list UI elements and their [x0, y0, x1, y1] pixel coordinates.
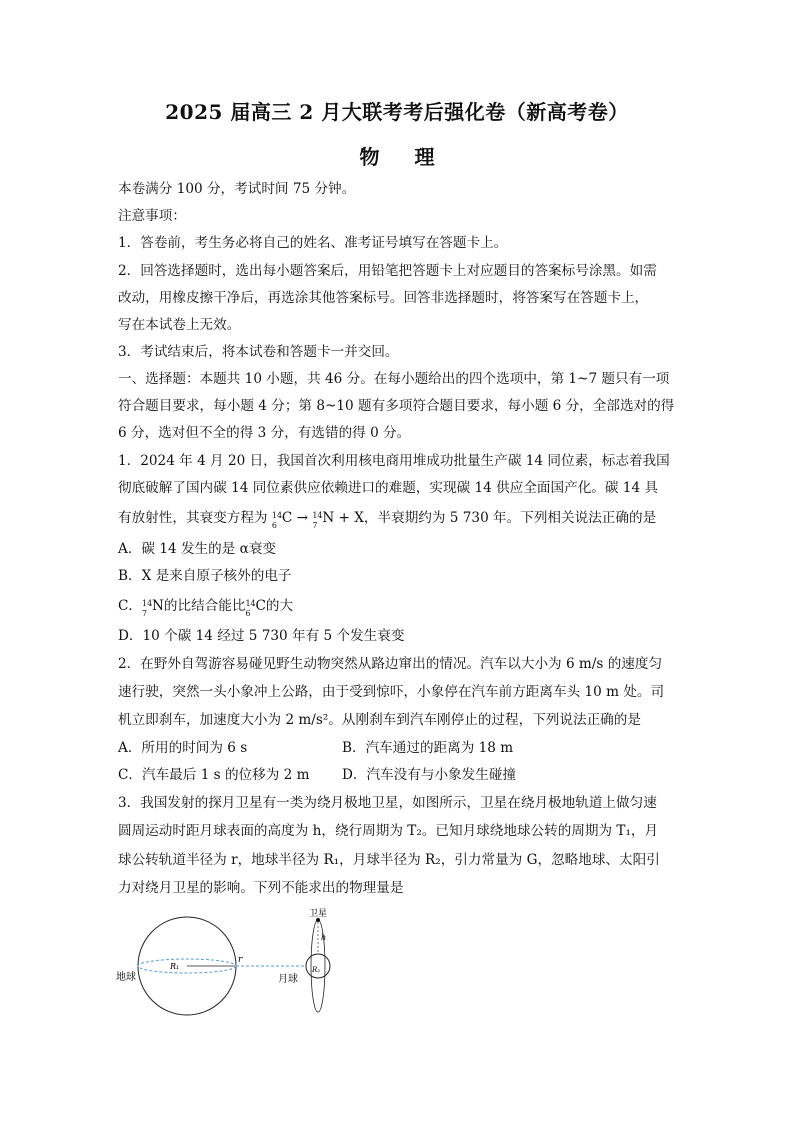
q1-stem-c: [118, 509, 678, 530]
q1-stem-c-post: ，半衰期约为 5 730 年。下列相关说法正确的是: [363, 510, 657, 526]
optc-nitrogen-nuclide: 14 7: [142, 599, 153, 618]
notes-heading: 注意事项：: [118, 208, 186, 224]
q3-stem-c: 球公转轨道半径为 r，地球半径为 R₁，月球半径为 R₂，引力常量为 G，忽略地球、太阳引: [118, 852, 660, 868]
q1-stem-c-pre: 有放射性，其衰变方程为: [118, 510, 268, 526]
notes-item-2b: 改动，用橡皮擦干净后，再选涂其他答案标号。回答非选择题时，将答案写在答题卡上，: [118, 290, 649, 306]
q3-stem-d: 力对绕月卫星的影响。下列不能求出的物理量是: [118, 880, 404, 896]
satellite-label: 卫星: [309, 909, 328, 919]
q1-option-d: D．10 个碳 14 经过 5 730 年有 5 个发生衰变: [118, 628, 405, 644]
section-1-intro-b: 符合题目要求，每小题 4 分；第 8~10 题有多项符合题目要求，每小题 6 分，全部选对的得: [118, 398, 675, 414]
subject-char-2: 理: [414, 145, 435, 169]
nitrogen-symbol: N + X: [322, 510, 364, 526]
q1-option-b: B．X 是来自原子核外的电子: [118, 568, 292, 584]
carbon-nuclide: 14 6: [271, 511, 283, 530]
q2-stem-c: 机立即刹车，加速度大小为 2 m/s²。从刚刹车到汽车刚停止的过程，下列说法正确的是: [118, 712, 641, 728]
subject-char-1: 物: [359, 145, 380, 169]
q2-option-d: D．汽车没有与小象发生碰撞: [342, 767, 517, 783]
section-1-intro-a: 一、选择题：本题共 10 小题，共 46 分。在每小题给出的四个选项中，第 1~7 题只有一项: [118, 371, 670, 387]
q3-stem-b: 圆周运动时距月球表面的高度为 h，绕行周期为 T₂。已知月球绕地球公转的周期为 T₁，月: [118, 823, 659, 839]
q1-option-a: A．碳 14 发生的是 α衰变: [118, 541, 277, 557]
r2-label: R₂: [312, 966, 321, 974]
q1-option-c: C． 14 7 N的比结合能比 14 6 C的大: [118, 598, 294, 618]
optc-carbon-nuclide: 14 6: [245, 599, 256, 618]
notes-score-time: 本卷满分 100 分，考试时间 75 分钟。: [118, 181, 356, 197]
q2-stem-a: 2．在野外自驾游容易碰见野生动物突然从路边窜出的情况。汽车以大小为 6 m/s 的速度匀: [118, 656, 663, 672]
notes-item-1: 1．答卷前，考生务必将自己的姓名、准考证号填写在答题卡上。: [118, 235, 508, 251]
notes-item-2a: 2．回答选择题时，选出每小题答案后，用铅笔把答题卡上对应题目的答案标号涂黑。如需: [118, 263, 657, 279]
notes-item-2c: 写在本试卷上无效。: [118, 317, 241, 333]
earth-moon-satellite-figure: [112, 908, 352, 1018]
r1-label: R₁: [170, 962, 180, 971]
page-title: 2025 届高三 2 月大联考考后强化卷（新高考卷）: [165, 100, 629, 124]
decay-arrow: →: [296, 510, 308, 526]
q2-option-c: C．汽车最后 1 s 的位移为 2 m: [118, 767, 310, 783]
q1-stem-a: 1．2024 年 4 月 20 日，我国首次利用核电商用堆成功批量生产碳 14 同位素，标志着我国: [118, 453, 670, 469]
r-label: r: [238, 955, 243, 965]
h-label: h: [321, 933, 327, 942]
section-1-intro-c: 6 分，选对但不全的得 3 分，有选错的得 0 分。: [118, 425, 411, 441]
moon-label: 月球: [278, 974, 298, 985]
earth-label: 地球: [116, 972, 136, 983]
notes-item-3: 3．考试结束后，将本试卷和答题卡一并交回。: [118, 344, 399, 360]
q1-stem-b: 彻底破解了国内碳 14 同位素供应依赖进口的难题，实现碳 14 供应全面国产化。碳 14 具: [118, 480, 659, 496]
q2-stem-b: 速行驶，突然一头小象冲上公路，由于受到惊吓，小象停在汽车前方距离车头 10 m 处。司: [118, 684, 665, 700]
q3-stem-a: 3．我国发射的探月卫星有一类为绕月极地卫星，如图所示，卫星在绕月极地轨道上做匀速: [118, 795, 657, 811]
subject-heading: [0, 141, 794, 170]
q2-option-a: A．所用的时间为 6 s: [118, 740, 248, 756]
q2-option-b: B．汽车通过的距离为 18 m: [342, 740, 514, 756]
carbon-symbol: C: [281, 510, 293, 526]
nitrogen-nuclide: 14 7: [312, 511, 323, 530]
